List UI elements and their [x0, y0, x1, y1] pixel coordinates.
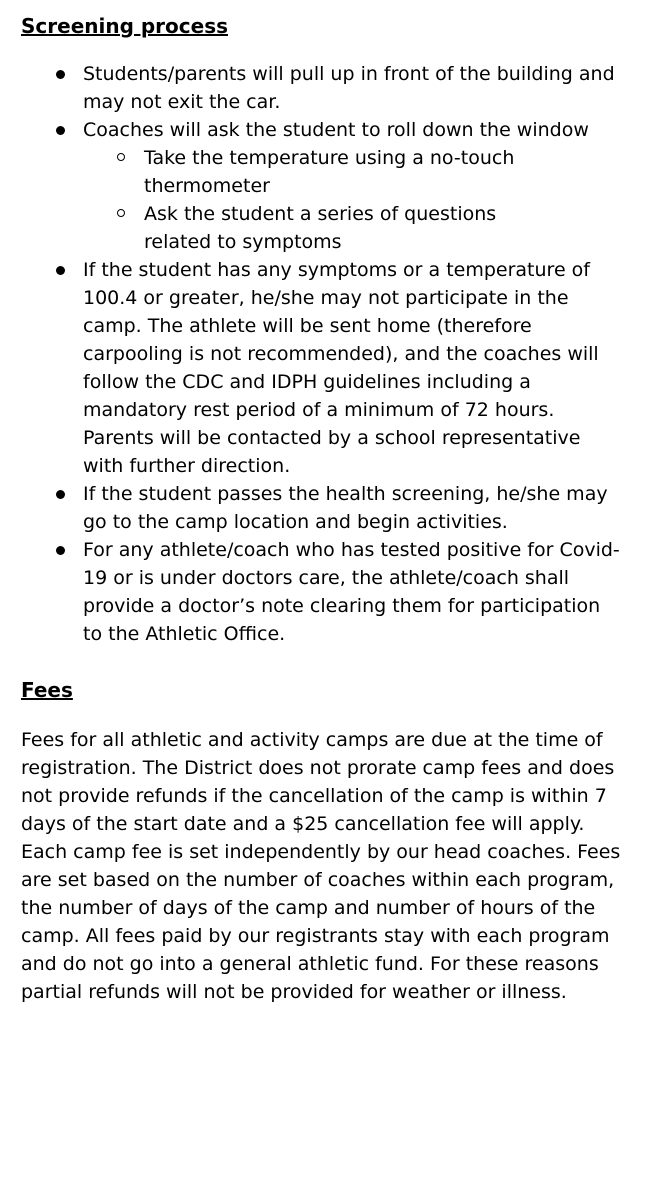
sub-bullet-item	[83, 200, 544, 256]
sub-bullet-text: Take the temperature using a no-touch thermometer	[144, 147, 515, 197]
bullet-item	[21, 116, 623, 256]
fees-paragraph-2: Each camp fee is set independently by our head coaches. Fees are set based on the number of coaches within each program, the number of days of the camp and number of hours of the camp. All fees paid by our registrants stay with each program and do not go into a general athletic fund. For these reasons partial refunds will not be provided for weather or illness.	[21, 841, 621, 1003]
bullet-text: For any athlete/coach who has tested positive for Covid-19 or is under doctors care, the athlete/coach shall provide a doctor’s note clearing them for participation to the Athletic Office.	[83, 539, 620, 645]
bullet-item	[21, 256, 623, 480]
sub-bullet-text: Ask the student a series of questions related to symptoms	[144, 203, 497, 253]
bullet-text: Students/parents will pull up in front of the building and may not exit the car.	[83, 63, 615, 113]
sub-bullet-list	[83, 144, 623, 256]
bullet-item	[21, 60, 623, 116]
screening-bullet-list	[21, 60, 657, 648]
fees-heading: Fees	[21, 678, 73, 702]
bullet-item	[21, 536, 623, 648]
bullet-text: If the student has any symptoms or a temperature of 100.4 or greater, he/she may not participate in the camp. The athlete will be sent home (therefore carpooling is not recommended), and the coaches will follow the CDC and IDPH guidelines including a mandatory rest period of a minimum of 72 hours. Parents will be contacted by a school representative with further direction.	[83, 259, 599, 477]
screening-process-heading: Screening process	[21, 14, 229, 38]
bullet-item	[21, 480, 623, 536]
bullet-text: If the student passes the health screening, he/she may go to the camp location and begin activities.	[83, 483, 608, 533]
sub-bullet-item	[83, 144, 544, 200]
fees-paragraph	[21, 726, 626, 1006]
fees-paragraph-1: Fees for all athletic and activity camps are due at the time of registration. The District does not prorate camp fees and does not provide refunds if the cancellation of the camp is within 7 days of the start date and a $25 cancellation fee will apply.	[21, 729, 615, 835]
bullet-text: Coaches will ask the student to roll down the window	[83, 119, 589, 141]
